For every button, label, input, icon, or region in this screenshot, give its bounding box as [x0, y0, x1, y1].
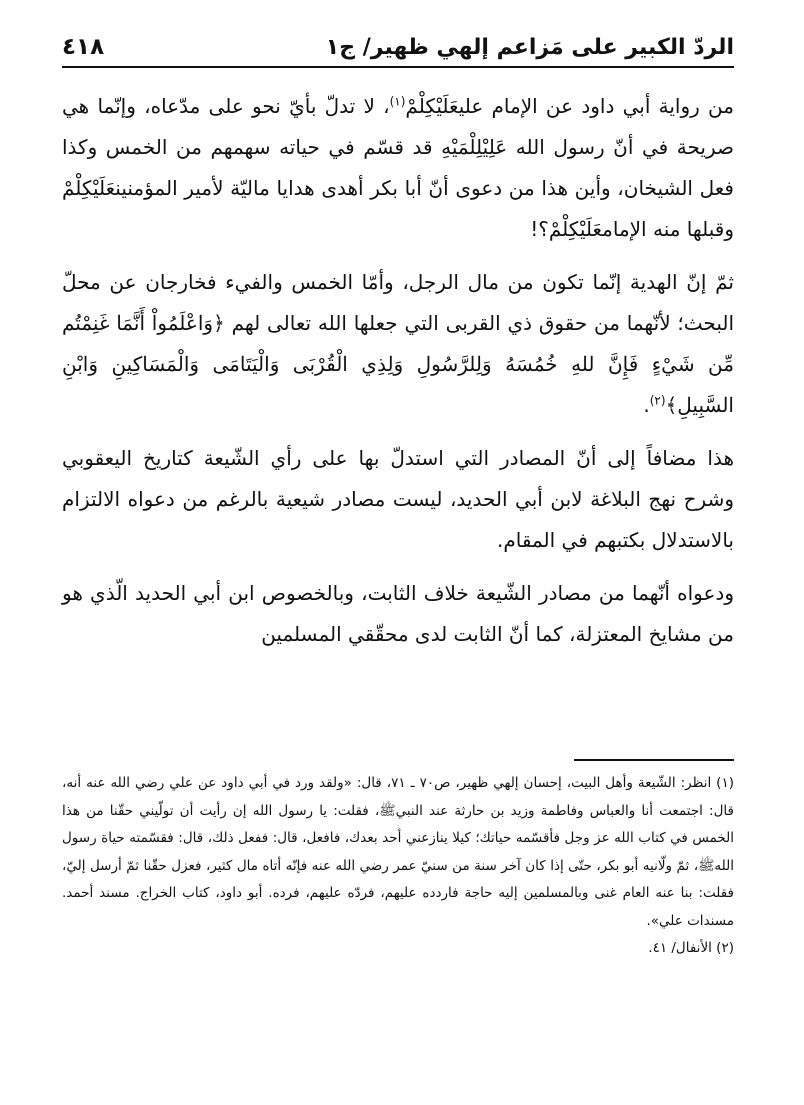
footnotes [62, 770, 734, 963]
footnote-1: (١) انظر: الشّيعة وأهل البيت، إحسان إلهي ظهير، ص٧٠ ـ ٧١، قال: «ولقد ورد في أبي داود عن علي رضي الله عنه أنه، قال: اجتمعت أنا والعباس وفاطمة وزيد بن حارثة عند النبيﷺ، فقلت: يا رسول الله إن رأيت أن تولّيني حقّنا من هذا الخمس في كتاب الله عز وجل فأقسّمه حياتك؛ كيلا ينازعني أحد بعدك، فافعل، قال: ففعل ذلك، قال: فقسّمته حياة رسول اللهﷺ، ثمّ ولّانيه أبو بكر، حتّى إذا كان آخر سنة من سنيّ عمر رضي الله عنه فإنّه أتاه مال كثير، فعزل حقّنا ثمّ أرسل إليّ، فقلت: بنا عنه العام غنى وبالمسلمين إليه حاجة فاردده عليهم، فردّه عليهم، فرده. أبو داود، كتاب الخراج. مسند أحمد. مسندات علي». [62, 775, 734, 929]
footnote-divider [574, 759, 734, 761]
quran-verse: ﴿وَاعْلَمُواْ أَنَّمَا غَنِمْتُم مِّن شَيْءٍ فَإِنَّ للهِ خُمُسَهُ وَلِلرَّسُولِ وَلِذِي الْقُرْبَى وَالْيَتَامَى وَالْمَسَاكِينِ وَابْنِ السَّبِيلِ﴾ [62, 311, 734, 417]
footnote-2: (٢) الأنفال/ ٤١. [648, 940, 734, 956]
paragraph-2 [62, 262, 734, 426]
page-number: ٤١٨ [62, 34, 105, 60]
paragraph-text: ثمّ إنّ الهدية إنّما تكون من مال الرجل، وأمّا الخمس والفيء فخارجان عن محلّ البحث؛ لأنّهما من حقوق ذي القربى التي جعلها الله تعالى لهم [62, 270, 735, 335]
page-header [62, 24, 734, 68]
paragraph-text: من رواية أبي داود عن الإمام عليعَلَيْكِلْمْ [405, 94, 734, 118]
footnote-reference-1: (١) [389, 94, 406, 109]
paragraph-text: هذا مضافاً إلى أنّ المصادر التي استدلّ بها على رأي الشّيعة كتاريخ اليعقوبي وشرح نهج البلاغة لابن أبي الحديد، ليست مصادر شيعية بالرغم من دعواه الالتزام بالاستدلال بكتبهم في المقام. [62, 446, 734, 552]
main-text [62, 86, 734, 655]
paragraph-3 [62, 438, 734, 561]
document-page [62, 24, 734, 1084]
paragraph-4 [62, 573, 734, 655]
paragraph-text: ، لا تدلّ بأيّ نحو على مدّعاه، وإنّما هي صريحة في أنّ رسول الله عَلِيْلِلْمَيْهِ قد قسّم في حياته سهمهم من الخمس وكذا فعل الشيخان، وأين هذا من دعوى أنّ أبا بكر أهدى هدايا ماليّة لأمير المؤمنينعَلَيْكِلْمْ وقبلها منه الإمامعَلَيْكِلْمْ؟! [62, 94, 734, 241]
running-title: الردّ الكبير على مَزاعم إلهي ظهير/ ج١ [325, 35, 734, 60]
footnote-reference-2: (٢) [649, 393, 666, 408]
paragraph-text: . [643, 393, 650, 417]
paragraph-text: ودعواه أنّهما من مصادر الشّيعة خلاف الثابت، وبالخصوص ابن أبي الحديد الّذي هو من مشايخ المعتزلة، كما أنّ الثابت لدى محقّقي المسلمين [62, 581, 734, 646]
paragraph-1 [62, 86, 734, 250]
